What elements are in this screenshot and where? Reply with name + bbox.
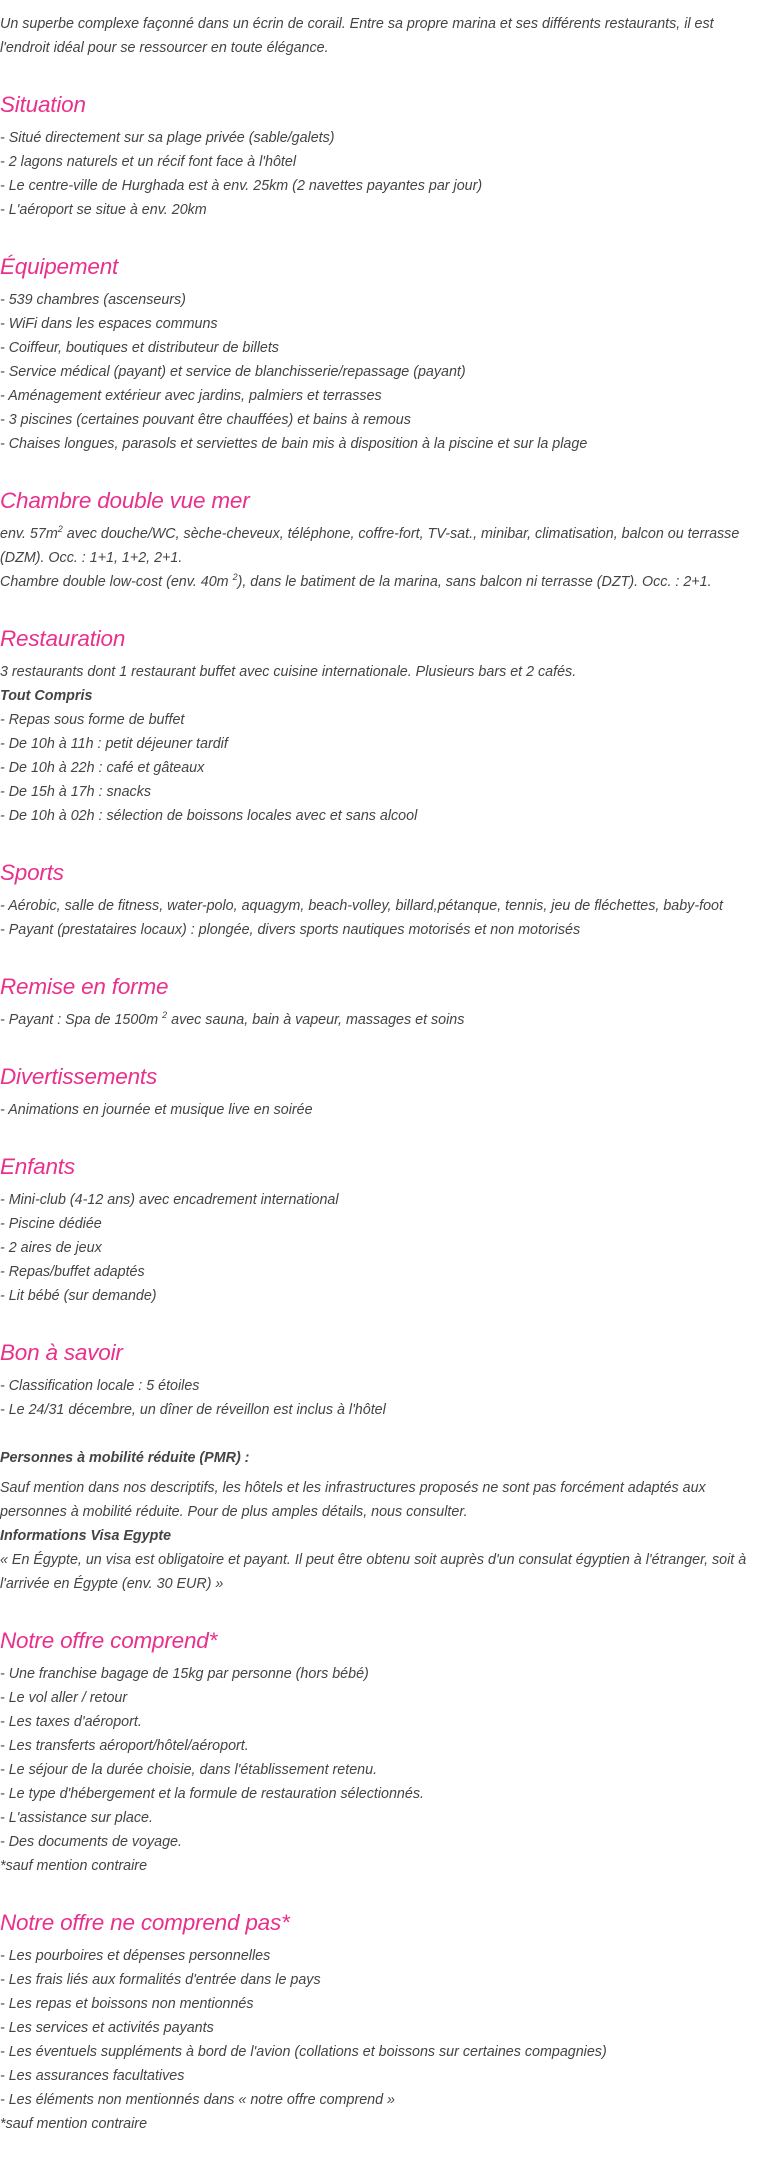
visa-title: Informations Visa Egypte xyxy=(0,1528,172,1544)
pmr-title: Personnes à mobilité réduite (PMR) : xyxy=(0,1450,250,1466)
list-item: - Lit bébé (sur demande) xyxy=(0,1288,157,1304)
list-item: - Piscine dédiée xyxy=(0,1216,102,1232)
list-item: - Le séjour de la durée choisie, dans l'établissement retenu. xyxy=(0,1762,378,1778)
enfants-list xyxy=(0,1188,758,1308)
list-item: - Des documents de voyage. xyxy=(0,1834,182,1850)
list-item: - Les pourboires et dépenses personnelles xyxy=(0,1948,271,1964)
list-item: - Les frais liés aux formalités d'entrée dans le pays xyxy=(0,1972,321,1988)
intro-text: Un superbe complexe façonné dans un écrin de corail. Entre sa propre marina et ses différents restaurants, il est l'endroit idéal pour se ressourcer en toute élégance. xyxy=(0,16,714,56)
section-offre-ne-comprend-pas xyxy=(0,1908,758,2136)
section-title-offre-ne-comprend-pas: Notre offre ne comprend pas* xyxy=(0,1910,290,1935)
offre-list xyxy=(0,1662,758,1878)
visa-text: « En Égypte, un visa est obligatoire et payant. Il peut être obtenu soit auprès d'un consulat égyptien à l'étranger, soit à l'arrivée en Égypte (env. 30 EUR) » xyxy=(0,1552,747,1592)
spacer xyxy=(0,1422,758,1446)
section-offre-comprend xyxy=(0,1626,758,1878)
list-item: - Animations en journée et musique live en soirée xyxy=(0,1102,313,1118)
list-item: - Repas sous forme de buffet xyxy=(0,712,185,728)
equipement-list xyxy=(0,288,758,456)
list-item: - Aérobic, salle de fitness, water-polo, aquagym, beach-volley, billard,pétanque, tennis, jeu de fléchettes, baby-foot xyxy=(0,898,723,914)
room-superscript: 2 xyxy=(232,572,238,583)
section-title-enfants: Enfants xyxy=(0,1154,75,1179)
section-sports xyxy=(0,858,758,942)
list-item: - L'assistance sur place. xyxy=(0,1810,153,1826)
room-text-part: env. 57m xyxy=(0,526,58,542)
section-equipement xyxy=(0,252,758,456)
section-remise-en-forme xyxy=(0,972,758,1032)
all-inclusive-title: Tout Compris xyxy=(0,688,93,704)
section-title-equipement: Équipement xyxy=(0,254,119,279)
list-item: - Payant (prestataires locaux) : plongée, divers sports nautiques motorisés et non motorisés xyxy=(0,922,581,938)
footnote: *sauf mention contraire xyxy=(0,1858,148,1874)
restauration-intro: 3 restaurants dont 1 restaurant buffet avec cuisine internationale. Plusieurs bars et 2 cafés. xyxy=(0,664,577,680)
section-title-divertissements: Divertissements xyxy=(0,1064,158,1089)
list-item: - De 10h à 02h : sélection de boissons locales avec et sans alcool xyxy=(0,808,418,824)
list-item: - Les transferts aéroport/hôtel/aéroport. xyxy=(0,1738,249,1754)
section-title-bon-a-savoir: Bon à savoir xyxy=(0,1340,123,1365)
list-item: - Les éventuels suppléments à bord de l'avion (collations et boissons sur certaines compagnies) xyxy=(0,2044,607,2060)
section-situation xyxy=(0,90,758,222)
list-item: - 2 aires de jeux xyxy=(0,1240,102,1256)
restauration-list xyxy=(0,660,758,828)
list-item: - 3 piscines (certaines pouvant être chauffées) et bains à remous xyxy=(0,412,411,428)
room-text-part: Chambre double low-cost (env. 40m xyxy=(0,574,233,590)
pmr-text: Sauf mention dans nos descriptifs, les hôtels et les infrastructures proposés ne sont pas forcément adaptés aux personnes à mobilité réduite. Pour de plus amples détails, nous consulter. xyxy=(0,1480,706,1520)
list-item: - De 10h à 22h : café et gâteaux xyxy=(0,760,205,776)
list-item: - Les éléments non mentionnés dans « notre offre comprend » xyxy=(0,2092,395,2108)
list-item xyxy=(0,1008,758,1032)
bon-list xyxy=(0,1374,758,1596)
room-description xyxy=(0,522,758,570)
list-item: - Les taxes d'aéroport. xyxy=(0,1714,142,1730)
situation-list xyxy=(0,126,758,222)
list-item: - Situé directement sur sa plage privée (sable/galets) xyxy=(0,130,335,146)
spa-superscript: 2 xyxy=(162,1010,168,1021)
list-item: - Les repas et boissons non mentionnés xyxy=(0,1996,254,2012)
section-enfants xyxy=(0,1152,758,1308)
room-lowcost-description xyxy=(0,570,758,594)
section-divertissements xyxy=(0,1062,758,1122)
list-item: - Mini-club (4-12 ans) avec encadrement international xyxy=(0,1192,339,1208)
section-title-sports: Sports xyxy=(0,860,64,885)
section-title-offre-comprend: Notre offre comprend* xyxy=(0,1628,218,1653)
spa-text-part: - Payant : Spa de 1500m xyxy=(0,1012,163,1028)
list-item: - 539 chambres (ascenseurs) xyxy=(0,292,186,308)
list-item: - Chaises longues, parasols et serviettes de bain mis à disposition à la piscine et sur la plage xyxy=(0,436,588,452)
room-superscript: 2 xyxy=(57,524,63,535)
section-title-chambre: Chambre double vue mer xyxy=(0,488,250,513)
list-item: - De 10h à 11h : petit déjeuner tardif xyxy=(0,736,228,752)
sports-list xyxy=(0,894,758,942)
list-item: - Aménagement extérieur avec jardins, palmiers et terrasses xyxy=(0,388,382,404)
list-item: - De 15h à 17h : snacks xyxy=(0,784,151,800)
section-title-situation: Situation xyxy=(0,92,86,117)
room-text-part: avec douche/WC, sèche-cheveux, téléphone, coffre-fort, TV-sat., minibar, climatisation, balcon ou terrasse (DZM). Occ. : 1+1, 1+2, 2+1. xyxy=(0,526,740,566)
list-item: - Classification locale : 5 étoiles xyxy=(0,1378,200,1394)
remise-list xyxy=(0,1008,758,1032)
room-text-part: ), dans le batiment de la marina, sans balcon ni terrasse (DZT). Occ. : 2+1. xyxy=(237,574,712,590)
divertissements-list xyxy=(0,1098,758,1122)
list-item: - Service médical (payant) et service de blanchisserie/repassage (payant) xyxy=(0,364,466,380)
non-offre-list xyxy=(0,1944,758,2136)
spa-text-part: avec sauna, bain à vapeur, massages et soins xyxy=(167,1012,465,1028)
list-item: - Les assurances facultatives xyxy=(0,2068,185,2084)
section-restauration xyxy=(0,624,758,828)
list-item: - Une franchise bagage de 15kg par personne (hors bébé) xyxy=(0,1666,369,1682)
section-bon-a-savoir xyxy=(0,1338,758,1596)
list-item: - WiFi dans les espaces communs xyxy=(0,316,218,332)
list-item: - Le type d'hébergement et la formule de restauration sélectionnés. xyxy=(0,1786,424,1802)
section-title-restauration: Restauration xyxy=(0,626,126,651)
list-item: - Le 24/31 décembre, un dîner de réveillon est inclus à l'hôtel xyxy=(0,1402,386,1418)
footnote: *sauf mention contraire xyxy=(0,2116,148,2132)
section-title-remise-en-forme: Remise en forme xyxy=(0,974,169,999)
list-item: - Le vol aller / retour xyxy=(0,1690,128,1706)
list-item: - Repas/buffet adaptés xyxy=(0,1264,145,1280)
list-item: - Le centre-ville de Hurghada est à env. 25km (2 navettes payantes par jour) xyxy=(0,178,483,194)
list-item: - Coiffeur, boutiques et distributeur de billets xyxy=(0,340,279,356)
list-item: - L'aéroport se situe à env. 20km xyxy=(0,202,207,218)
chambre-text xyxy=(0,522,758,594)
list-item: - Les services et activités payants xyxy=(0,2020,214,2036)
section-chambre xyxy=(0,486,758,594)
list-item: - 2 lagons naturels et un récif font face à l'hôtel xyxy=(0,154,296,170)
